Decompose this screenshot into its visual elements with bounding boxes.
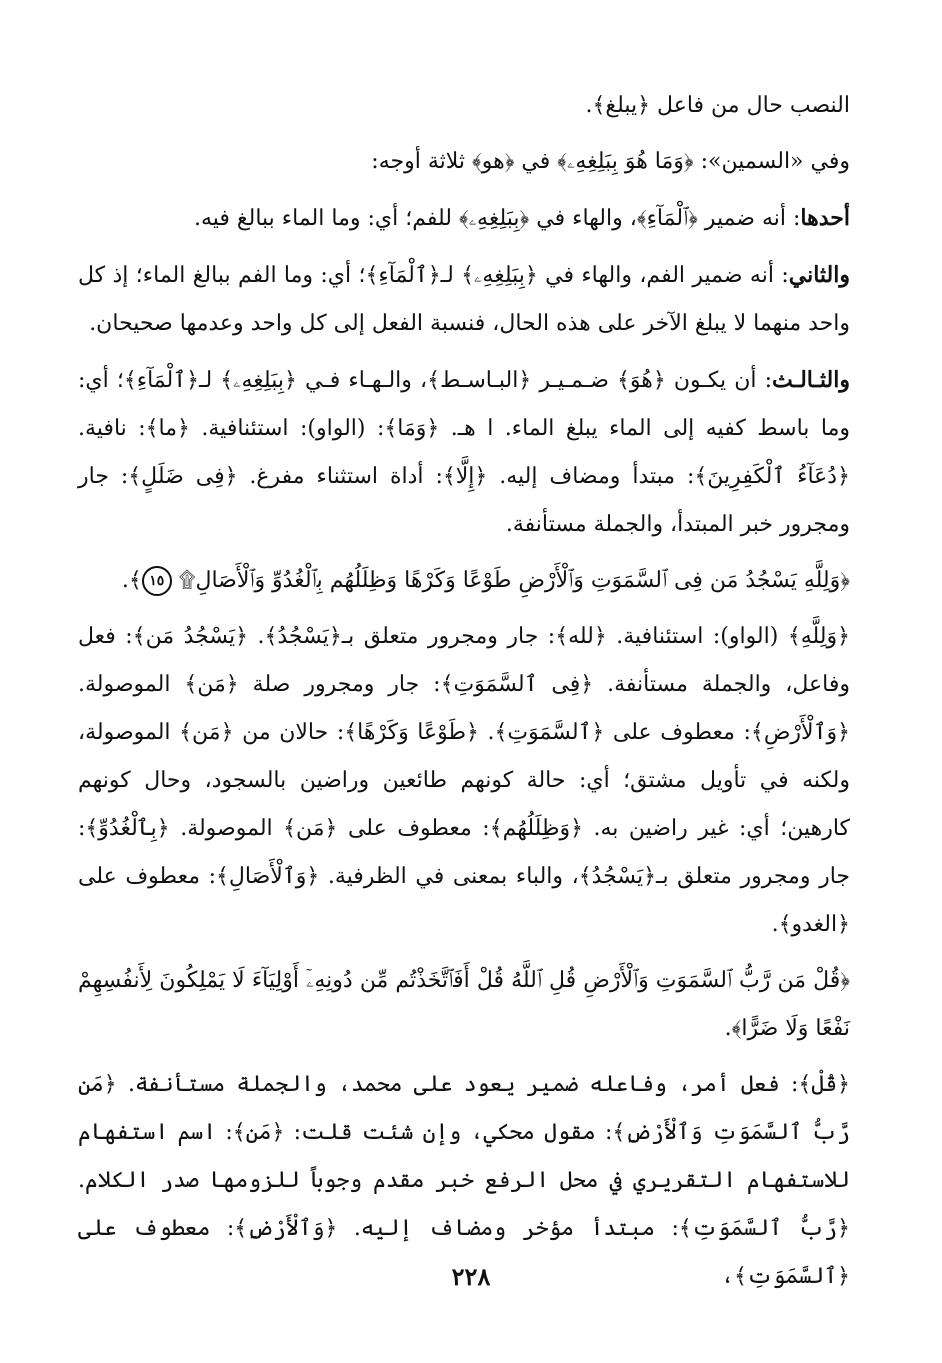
- paragraph-verse1-parsing: [78, 613, 850, 949]
- paragraph-lead: والثـالـث: [772, 367, 850, 393]
- paragraph-text: وفي «السمين»: ﴿وَمَا هُوَ بِبَلِغِهِۦ﴾ في ﴿هو﴾ ثلاثة أوجه:: [371, 149, 850, 174]
- paragraph-text: ﴿وَلِلَّهِ﴾ (الواو): استئنافية. ﴿لله﴾: جار ومجرور متعلق بـ﴿يَسْجُدُ﴾. ﴿يَسْجُدُ مَن﴾: فعل وفاعل، والجملة مستأنفة. ﴿فِى ٱلسَّمَوَتِ﴾: جار ومجرور صلة ﴿مَن﴾ الموصولة. ﴿وَٱلْأَرْضِ﴾: معطوف على ﴿ٱلسَّمَوَتِ﴾. ﴿طَوْعًا وَكَرْهًا﴾: حالان من ﴿مَن﴾ الموصولة، ولكنه في تأويل مشتق؛ أي: حالة كونهم طائعين وراضين بالسجود، وحال كونهم كارهين؛ أي: غير راضين به. ﴿وَظِلَلُهُم﴾: معطوف على ﴿مَن﴾ الموصولة. ﴿بِٱلْغُدُوِّ﴾: جار ومجرور متعلق بـ﴿يَسْجُدُ﴾، والباء بمعنى في الظرفية. ﴿وَٱلْأَصَالِ﴾: معطوف على ﴿الغدو﴾.: [78, 624, 850, 937]
- paragraph-first-aspect: [78, 194, 850, 243]
- quran-verse-1: [78, 557, 850, 605]
- paragraph-third-aspect: [78, 356, 850, 549]
- paragraph-lead: والثاني: [788, 262, 850, 288]
- paragraph-text: : أنه ضمير ﴿ٱلْمَآءِ﴾، والهاء في ﴿بِبَلِغِهِۦ﴾ للفم؛ أي: وما الماء ببالغ فيه.: [193, 206, 801, 231]
- verse-close: ﴾.: [121, 568, 142, 593]
- paragraph-text: النصب حال من فاعل ﴿يبلغ﴾.: [585, 93, 850, 118]
- paragraph-text: : أنه ضمير الفم، والهاء في ﴿بِبَلِغِهِۦ﴾ لـ﴿ٱلْمَآءِ﴾؛ أي: وما الفم ببالغ الماء؛ إذ كل واحد منهما لا يبلغ الآخر على هذه الحال، فنسبة الفعل إلى كل واحد وعدمها صحيحان.: [78, 263, 850, 336]
- quran-verse-2: [78, 957, 850, 1053]
- paragraph-second-aspect: [78, 251, 850, 348]
- paragraph-intro: [78, 82, 850, 130]
- verse-text: ﴿وَلِلَّهِ يَسْجُدُ مَن فِى ٱلسَّمَوَتِ وَٱلْأَرْضِ طَوْعًا وَكَرْهًا وَظِلَلُهُم بِٱلْغُدُوِّ وَٱلْأَصَالِ۩: [178, 568, 850, 593]
- ayah-number-badge: ١٥: [142, 566, 172, 596]
- page-number: ٢٢٨: [451, 1262, 491, 1291]
- verse-text: ﴿قُلْ مَن رَّبُّ ٱلسَّمَوَتِ وَٱلْأَرْضِ قُلِ ٱللَّهُ قُلْ أَفَٱتَّخَذْتُم مِّن دُونِهِۦٓ أَوْلِيَآءَ لَا يَمْلِكُونَ لِأَنفُسِهِمْ نَفْعًا وَلَا ضَرًّا﴾.: [78, 968, 850, 1041]
- paragraph-lead: أحدها: [800, 205, 850, 231]
- paragraph-text: ﴿قُلْ﴾: فعل أمر، وفاعله ضمير يعود على محمد، والجملة مستأنفة. ﴿مَن رَّبُّ ٱلسَّمَوَتِ وَٱلْأَرْضِ﴾: مقول محكي، وإن شئت قلت: ﴿مَن﴾: اسم استفهام للاستفهام التقريري في محل الرفع خبر مقدم وجوباً للزومها صدر الكلام. ﴿رَّبُّ ٱلسَّمَوَتِ﴾: مبتدأ مؤخر ومضاف إليه. ﴿وَٱلْأَرْضِ﴾: معطوف على ﴿ٱلسَّمَوَتِ﴾،: [78, 1072, 850, 1289]
- paragraph-samin: [78, 138, 850, 186]
- paragraph-text: : أن يكـون ﴿هُوَ﴾ ضـمـيـر ﴿البـاسـط﴾، والـهـاء فـي ﴿بِبَلِغِهِۦ﴾ لـ﴿ٱلْمَآءِ﴾؛ أي: وما باسط كفيه إلى الماء يبلغ الماء. ا هـ. ﴿وَمَا﴾: (الواو): استئنافية. ﴿ما﴾: نافية. ﴿دُعَآءُ ٱلْكَفِرِينَ﴾: مبتدأ ومضاف إليه. ﴿إِلَّا﴾: أداة استثناء مفرغ. ﴿فِى ضَلَلٍ﴾: جار ومجرور خبر المبتدأ، والجملة مستأنفة.: [78, 368, 850, 537]
